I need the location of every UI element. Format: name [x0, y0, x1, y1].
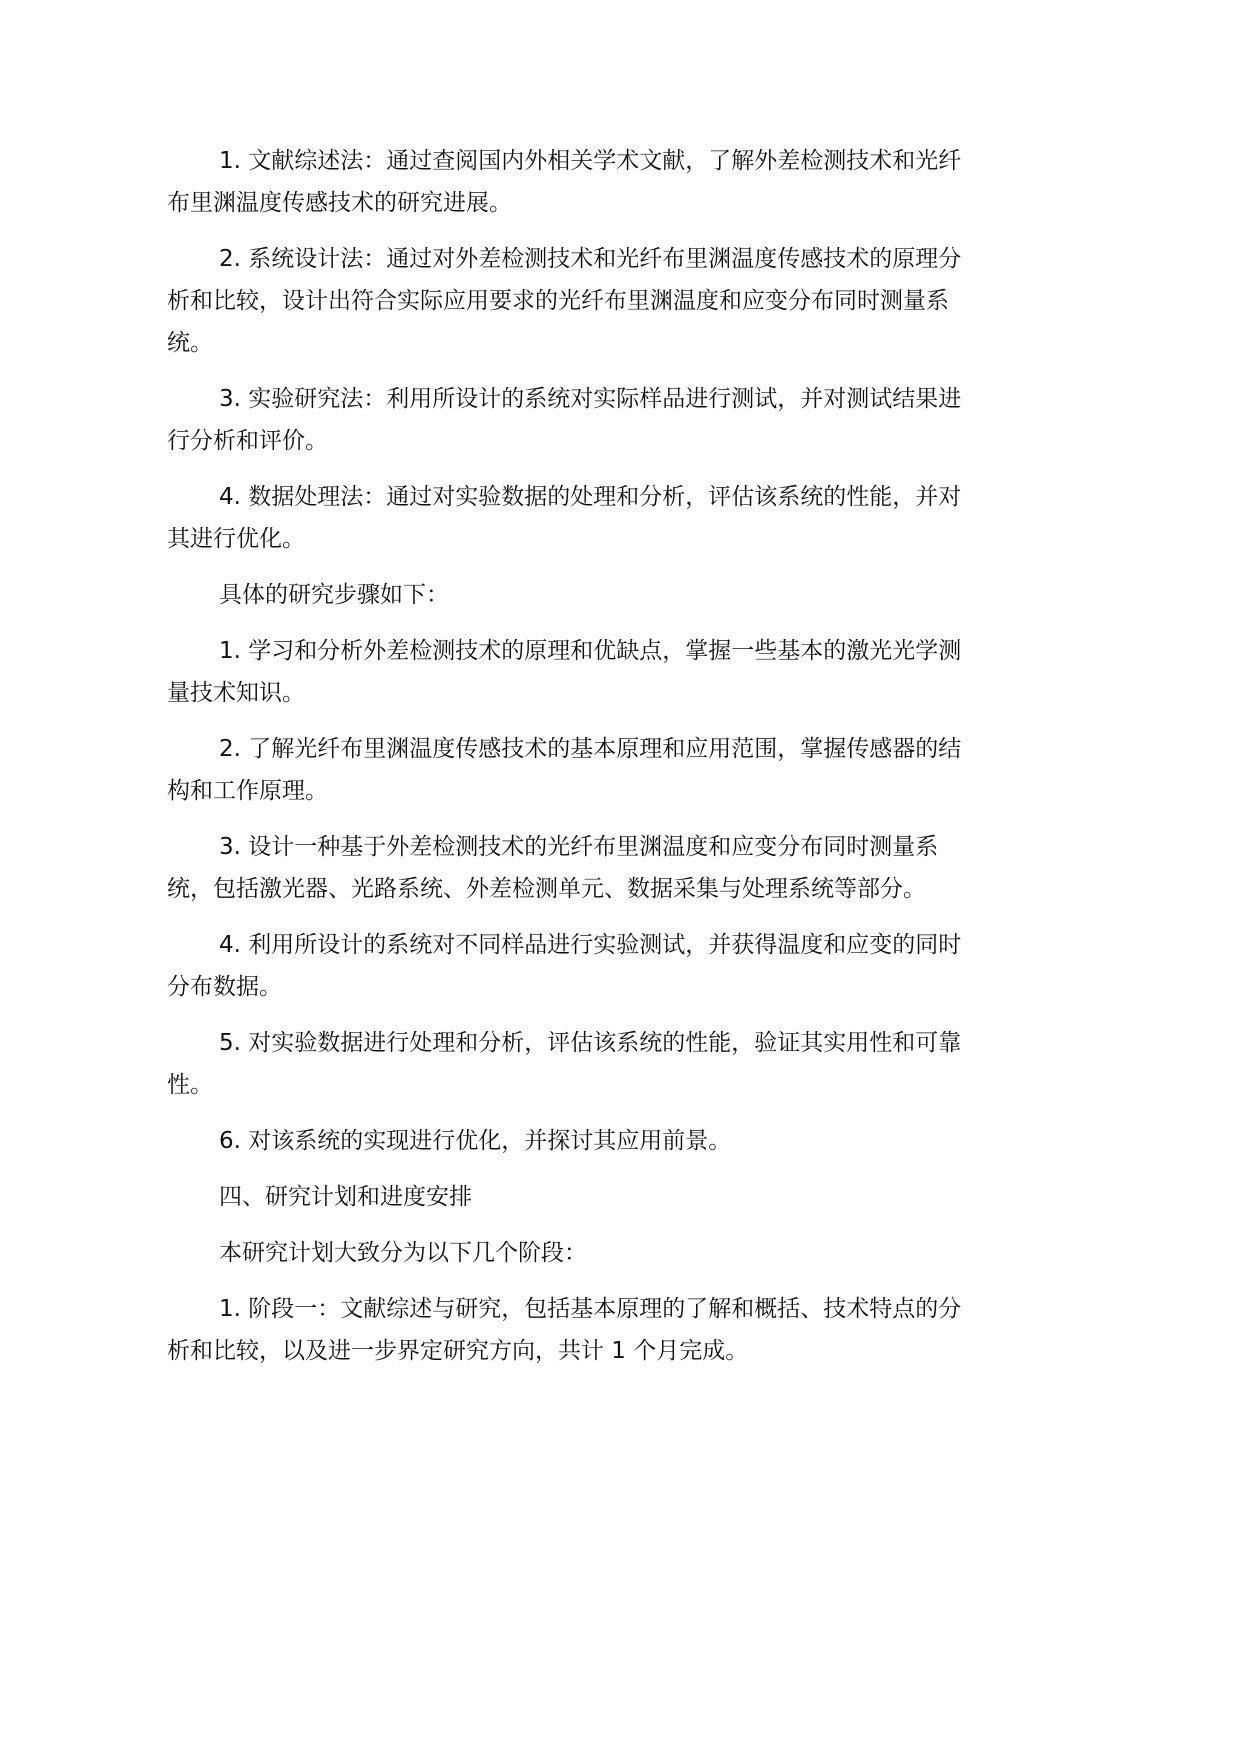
document-body [167, 140, 967, 1386]
paragraph-method-data-processing: 4. 数据处理法：通过对实验数据的处理和分析，评估该系统的性能，并对其进行优化。 [167, 484, 962, 552]
section-heading-plan: 四、研究计划和进度安排 [219, 1184, 472, 1210]
paragraph-method-experiment: 3. 实验研究法：利用所设计的系统对实际样品进行测试，并对测试结果进行分析和评价。 [167, 386, 962, 454]
paragraph-method-literature: 1. 文献综述法：通过查阅国内外相关学术文献，了解外差检测技术和光纤布里渊温度传感技术的研究进展。 [167, 148, 962, 216]
paragraph-plan-intro: 本研究计划大致分为以下几个阶段： [219, 1240, 587, 1266]
paragraph-steps-intro: 具体的研究步骤如下： [219, 582, 449, 608]
paragraph-phase-1: 1. 阶段一：文献综述与研究，包括基本原理的了解和概括、技术特点的分析和比较，以及进一步界定研究方向，共计 1 个月完成。 [167, 1296, 962, 1364]
paragraph-step-3: 3. 设计一种基于外差检测技术的光纤布里渊温度和应变分布同时测量系统，包括激光器、光路系统、外差检测单元、数据采集与处理系统等部分。 [167, 834, 939, 902]
paragraph-step-2: 2. 了解光纤布里渊温度传感技术的基本原理和应用范围，掌握传感器的结构和工作原理。 [167, 736, 962, 804]
paragraph-method-system-design: 2. 系统设计法：通过对外差检测技术和光纤布里渊温度传感技术的原理分析和比较，设计出符合实际应用要求的光纤布里渊温度和应变分布同时测量系统。 [167, 246, 962, 356]
paragraph-step-6: 6. 对该系统的实现进行优化，并探讨其应用前景。 [219, 1128, 732, 1154]
paragraph-step-4: 4. 利用所设计的系统对不同样品进行实验测试，并获得温度和应变的同时分布数据。 [167, 932, 962, 1000]
paragraph-step-1: 1. 学习和分析外差检测技术的原理和优缺点，掌握一些基本的激光光学测量技术知识。 [167, 638, 962, 706]
paragraph-step-5: 5. 对实验数据进行处理和分析，评估该系统的性能，验证其实用性和可靠性。 [167, 1030, 962, 1098]
